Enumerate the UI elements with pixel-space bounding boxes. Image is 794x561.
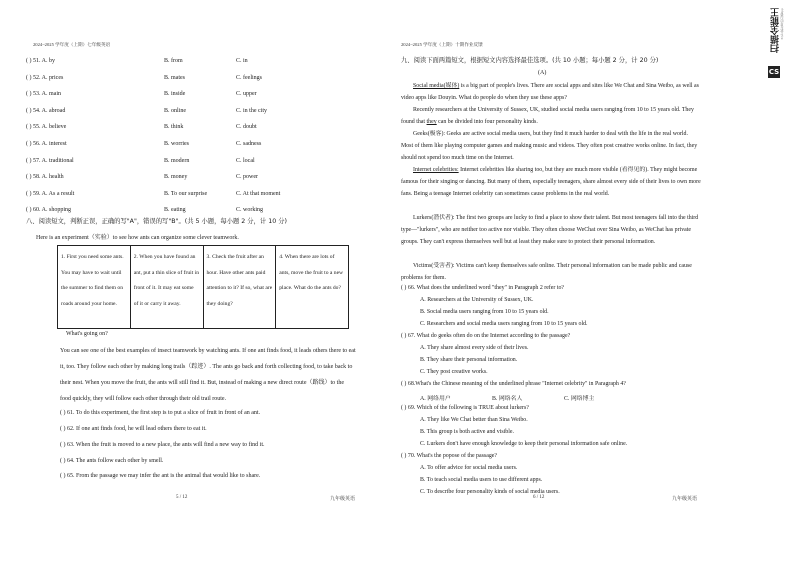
left-page-header: 2024~2025 学年度（上期）七年级英语 <box>33 42 111 47</box>
right-page <box>397 0 794 561</box>
paragraph-text: can be divided into four personality kinds. <box>436 119 538 126</box>
option-c: C. local <box>236 157 255 164</box>
option-a: ( ) 54. A. abroad <box>26 107 66 114</box>
scanner-watermark <box>768 8 784 78</box>
passage-paragraph <box>401 104 701 128</box>
option-c: C. 网络博主 <box>564 396 595 402</box>
footer-label: 九年级英语 <box>672 497 698 502</box>
step-cell: 4. When there are lots of ants, move the fruit to a new place. What do the ants do? <box>279 254 344 291</box>
option-c: C. At that moment <box>236 190 281 197</box>
option-c: C. doubt <box>236 124 257 131</box>
option-row <box>26 91 366 108</box>
option-a: ( ) 52. A. prices <box>26 74 64 81</box>
option-a: ( ) 60. A. shopping <box>26 207 71 214</box>
option-a: A. 网络用户 <box>420 396 451 402</box>
option-b: B. To teach social media users to use different apps. <box>420 477 543 483</box>
option-row <box>26 75 366 92</box>
option-row <box>26 108 366 125</box>
option-row <box>26 58 366 75</box>
term: Lurkers(潜伏者): <box>413 215 455 221</box>
term: Internet celebrities: <box>413 167 459 173</box>
option-a: A. Researchers at the University of Sussex, UK. <box>420 297 534 303</box>
passage-label: (A) <box>538 70 547 76</box>
option-a: ( ) 56. A. interest <box>26 140 67 147</box>
option-b: B. inside <box>164 91 186 98</box>
option-a: ( ) 51. A. by <box>26 58 55 64</box>
question-64: ( ) 64. The ants follow each other by smell. <box>60 458 164 464</box>
term: Victims(受害者): <box>413 263 455 269</box>
term: Social media(媒体) <box>413 83 460 89</box>
option-a: ( ) 58. A. health <box>26 174 64 181</box>
option-b: B. worries <box>164 140 189 147</box>
cs-logo-icon: CS <box>768 68 780 76</box>
passage-paragraph <box>401 212 701 248</box>
right-page-header: 2024~2025 学年度（上期）十期作业反馈 <box>401 42 483 47</box>
paragraph-text: Internet celebrities like sharing too, but they are much more visible (看得见的). They might become famous for their singing or dancing. But many of them, especially teenagers, share almost every side of their lives to own more fans. Being a teenage Internet celebrity can sometimes cause problems in the real world. <box>401 167 701 198</box>
passage-paragraph <box>401 164 701 200</box>
option-b: B. To our surprise <box>164 190 208 197</box>
question-70: ( ) 70. What's the popose of the passage? <box>401 453 497 459</box>
option-b: B. eating <box>164 207 186 214</box>
underlined-word: they <box>426 119 437 126</box>
option-b: B. think <box>164 124 184 131</box>
option-c: C. Lurkers don't have enough knowledge to keep their personal information safe online. <box>420 441 628 447</box>
option-b: B. online <box>164 107 186 114</box>
option-b: B. mates <box>164 74 185 81</box>
passage-paragraph <box>401 260 701 284</box>
page-number: 5 / 12 <box>176 495 188 500</box>
paragraph-text: The first two groups are lucky to find a place to show their talent. But most teenagers fall into the third type—"lurkers", who are neither too active nor visible. They often choose WeChat over Sina Weibo, as WeChat has private groups. They can't express themselves well but at least they make sure to protect their personal information. <box>401 215 699 246</box>
cloze-options <box>26 58 366 224</box>
option-b: B. They share their personal information. <box>420 357 518 363</box>
paragraph-text: is a big part of people's lives. There are social apps and sites like We Chat and Sina Weibo, as well as video apps like Douyin. What do people do when they use these apps? <box>401 83 699 102</box>
passage-paragraph <box>401 128 701 164</box>
option-a: ( ) 57. A. traditional <box>26 157 74 164</box>
option-c: C. working <box>236 207 263 214</box>
option-c: C. in <box>236 58 248 64</box>
paragraph-text: Victims can't keep themselves safe online. Their personal information can be made public and cause problems for them. <box>401 263 692 282</box>
step-cell: 2. When you have found an ant, put a thin slice of fruit in front of it. It may eat some of it or carry it away. <box>131 246 204 328</box>
passage-subheading: What's going on? <box>66 331 108 337</box>
step-cell: 3. Check the fruit after an hour. Have other ants paid attention to it? If so, what are they doing? <box>204 246 277 328</box>
experiment-steps-table <box>57 245 349 329</box>
option-b: B. 网络名人 <box>492 396 523 402</box>
option-a: A. They like We Chat better than Sina Weibo. <box>420 417 528 423</box>
option-b: B. This group is both active and visible. <box>420 429 514 435</box>
option-c: C. in the city <box>236 107 267 114</box>
option-b: B. Social media users ranging from 10 to 15 years old. <box>420 309 549 315</box>
section-title: 八、阅读短文，判断正误，正确的写"A"，错误的写"B"。(共 5 小题，每小题 2 分，计 10 分) <box>26 218 287 225</box>
paragraph-text: Recently researchers at the University of Sussex, UK, studied social media users ranging from 10 to 15 years old. They found that <box>401 107 694 126</box>
option-b: B. modern <box>164 157 190 164</box>
watermark-subtitle: 3亿人都在用的扫描App <box>780 8 784 40</box>
step-cell: 1. First you need some ants. You may have to wait until the summer to find them on roads around your home. <box>58 246 131 328</box>
option-c: C. feelings <box>236 74 262 81</box>
option-row <box>26 191 366 208</box>
question-61: ( ) 61. To do this experiment, the first step is to put a slice of fruit in front of an ant. <box>60 410 261 416</box>
question-63: ( ) 63. When the fruit is moved to a new place, the ants will find a new way to find it. <box>60 442 265 448</box>
option-c: C. upper <box>236 91 257 98</box>
option-row <box>26 158 366 175</box>
experiment-intro: Here is an experiment（实验）to see how ants can organize some clever teamwork. <box>36 235 239 241</box>
option-a: A. They share almost every side of their lives. <box>420 345 529 351</box>
option-a: ( ) 59. A. As a result <box>26 190 75 197</box>
watermark-title: 扫描全能王 <box>771 8 781 53</box>
option-row <box>26 174 366 191</box>
term: Geeks(极客): <box>413 131 446 137</box>
paragraph-text: Geeks are active social media users, but they find it much harder to deal with the life in the real world. Most of them like playing computer games and making music and videos. They often post creative works online. In fact, they should not spend too much time on the Internet. <box>401 131 698 162</box>
option-b: B. from <box>164 58 183 64</box>
option-c: C. To describe four personality kinds of social media users. <box>420 489 560 495</box>
question-67: ( ) 67. What do geeks often do on the Internet according to the passage? <box>401 333 571 339</box>
option-a: ( ) 53. A. main <box>26 91 61 98</box>
question-66: ( ) 66. What does the underlined word "they" in Paragraph 2 refer to? <box>401 285 565 291</box>
page-number: 6 / 12 <box>533 495 545 500</box>
option-row <box>26 141 366 158</box>
question-65: ( ) 65. From the passage we may infer the ant is the animal that would like to share. <box>60 473 261 479</box>
option-a: ( ) 55. A. believe <box>26 124 67 131</box>
option-row <box>26 124 366 141</box>
option-c: C. Researchers and social media users ranging from 10 to 15 years old. <box>420 321 588 327</box>
option-c: C. They post creative works. <box>420 369 488 375</box>
option-b: B. money <box>164 174 188 181</box>
question-62: ( ) 62. If one ant finds food, he will lead others there to eat it. <box>60 426 207 432</box>
passage-paragraph <box>401 80 701 104</box>
passage-paragraph: You can see one of the best examples of insect teamwork by watching ants. If one ant finds food, it leads others there to eat it, too. They follow each other by making long trails（踪迹）. The ants go back and forth collecting food, to take back to their nest. When you move the fruit, the ants will still find it. But, instead of making a new direct route（路线）to the food quickly, they will follow each other through their old trail route. <box>60 348 356 402</box>
option-c: C. power <box>236 174 258 181</box>
section-title: 九、阅读下面两篇短文，根据短文内容选择最佳选项。(共 10 小题；每小题 2 分，计 20 分) <box>401 57 659 64</box>
footer-label: 九年级英语 <box>330 497 356 502</box>
question-69: ( ) 69. Which of the following is TRUE about lurkers? <box>401 405 529 411</box>
option-a: A. To offer advice for social media users. <box>420 465 518 471</box>
question-68: ( ) 68.What's the Chinese meaning of the underlined phrase "Internet celebrity" in Paragraph 4? <box>401 381 626 387</box>
option-c: C. sadness <box>236 140 262 147</box>
